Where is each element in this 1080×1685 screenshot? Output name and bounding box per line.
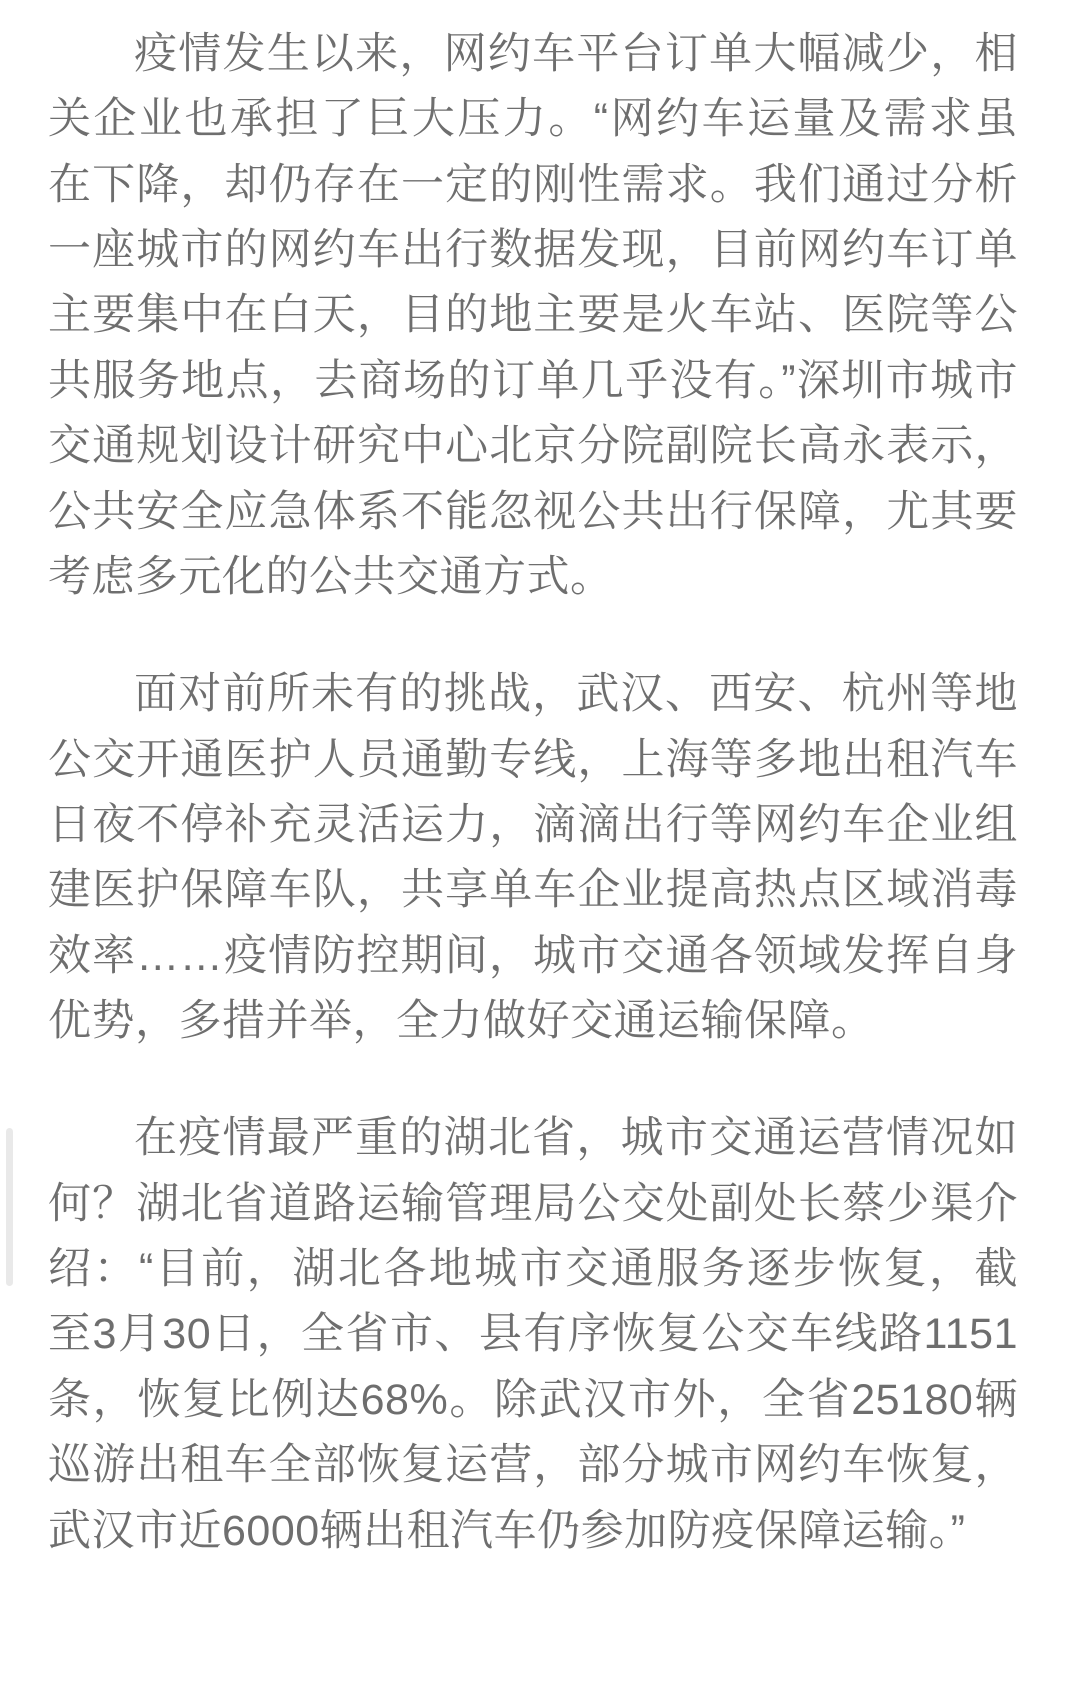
paragraph: 面对前所未有的挑战，武汉、西安、杭州等地公交开通医护人员通勤专线，上海等多地出租汽车日夜不停补充灵活运力，滴滴出行等网约车企业组建医护保障车队，共享单车企业提高热点区域消毒效率……疫情防控期间，城市交通各领域发挥自身优势，多措并举，全力做好交通运输保障。 xyxy=(48,670,1018,1046)
paragraph: 在疫情最严重的湖北省，城市交通运营情况如何？湖北省道路运输管理局公交处副处长蔡少渠介绍：“目前，湖北各地城市交通服务逐步恢复，截至3月30日，全省市、县有序恢复公交车线路1151条，恢复比例达68%。除武汉市外，全省25180辆巡游出租车全部恢复运营，部分城市网约车恢复，武汉市近6000辆出租汽车仍参加防疫保障运输。” xyxy=(48,1114,1018,1555)
scrollbar-thumb[interactable] xyxy=(6,1128,13,1286)
paragraph: 疫情发生以来，网约车平台订单大幅减少，相关企业也承担了巨大压力。“网约车运量及需求虽在下降，却仍存在一定的刚性需求。我们通过分析一座城市的网约车出行数据发现，目前网约车订单主要集中在白天，目的地主要是火车站、医院等公共服务地点，去商场的订单几乎没有。”深圳市城市交通规划设计研究中心北京分院副院长高永表示，公共安全应急体系不能忽视公共出行保障，尤其要考虑多元化的公共交通方式。 xyxy=(48,30,1018,601)
